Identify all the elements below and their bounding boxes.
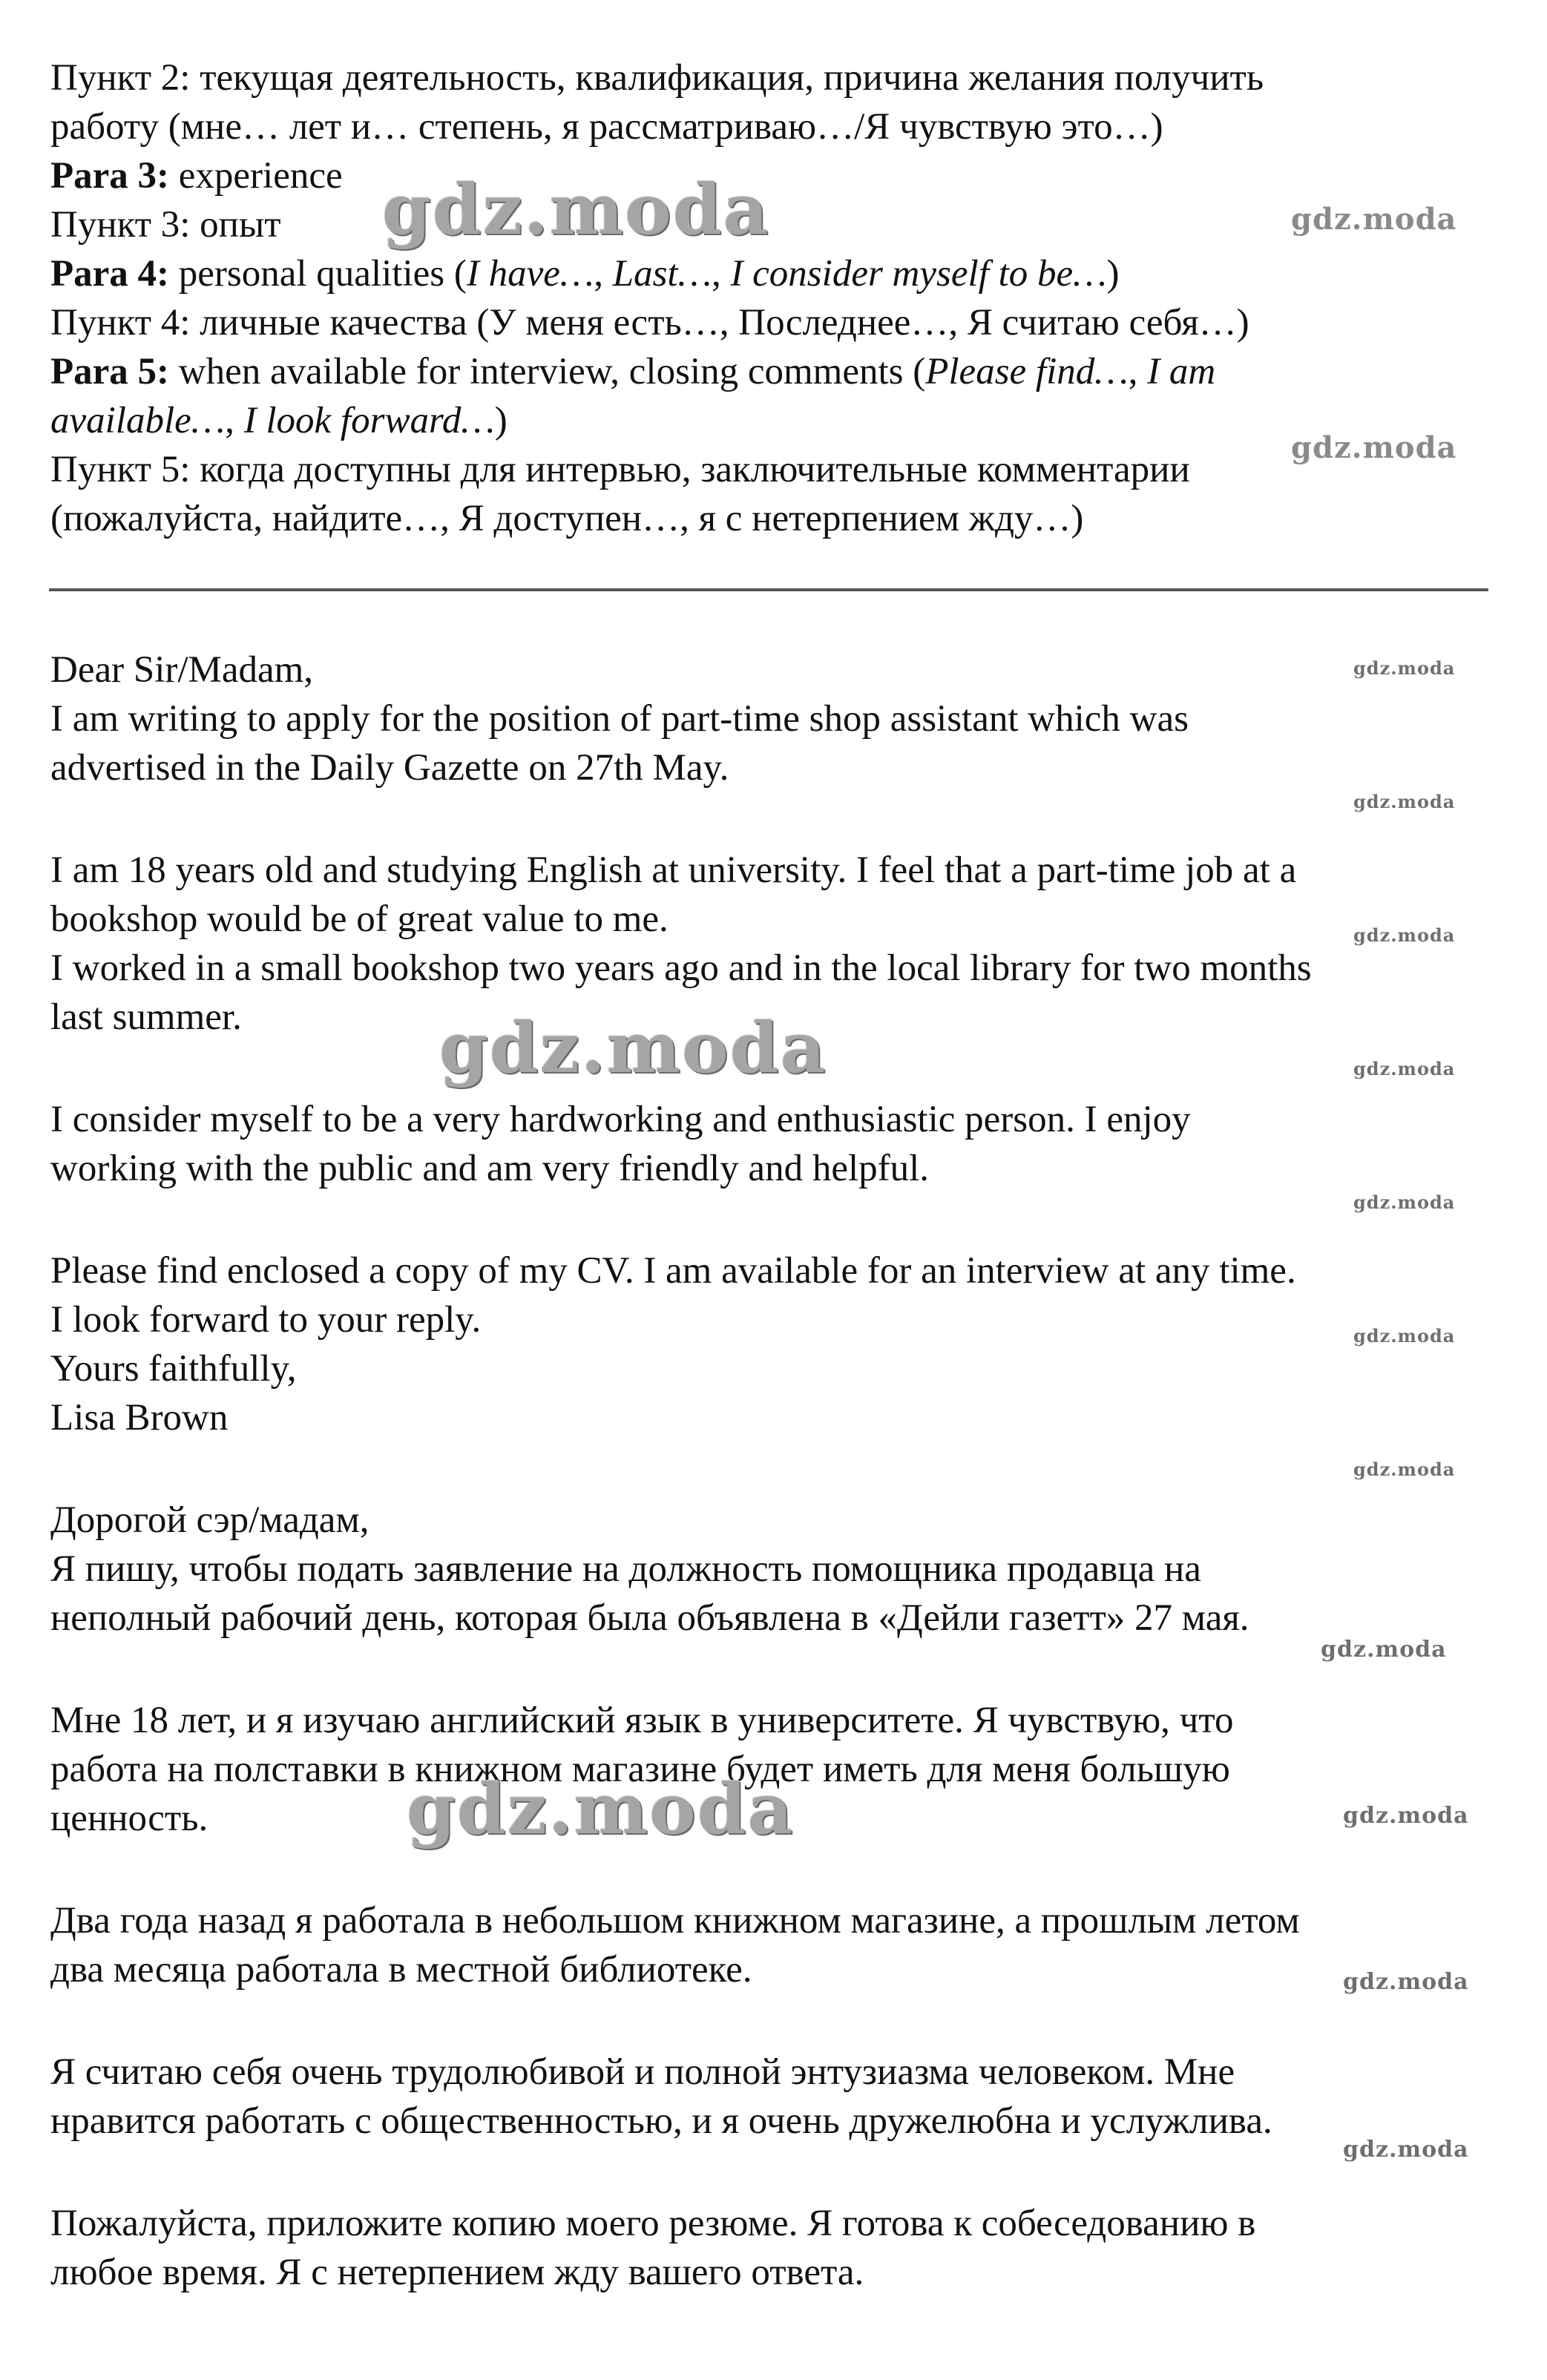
plan-line-punkt5: Пункт 5: когда доступны для интервью, заключительные комментарии bbox=[50, 449, 1190, 490]
para3-text: experience bbox=[169, 155, 343, 197]
watermark-small: gdz.moda bbox=[1353, 1459, 1456, 1480]
plan-line-para4 bbox=[50, 249, 1119, 298]
para5-sep-1: , bbox=[1128, 351, 1148, 392]
watermark-medium: gdz.moda bbox=[1291, 430, 1457, 465]
plan-line-para5-cont bbox=[50, 396, 508, 445]
letter-ru-p1-line2: неполный рабочий день, которая была объявлена в «Дейли газетт» 27 мая. bbox=[50, 1597, 1249, 1639]
letter-ru-p5-line2: любое время. Я с нетерпением жду вашего ответа. bbox=[50, 2252, 864, 2293]
letter-en-closing: Yours faithfully, bbox=[50, 1348, 297, 1390]
plan-line-punkt2: Пункт 2: текущая деятельность, квалификация, причина желания получить bbox=[50, 57, 1264, 99]
watermark-small: gdz.moda bbox=[1353, 657, 1456, 679]
para5-sep-2: , bbox=[225, 400, 244, 441]
para4-phrase-1: I have… bbox=[466, 253, 594, 295]
watermark-large: gdz.moda bbox=[407, 1769, 795, 1850]
letter-ru-p5-line1: Пожалуйста, приложите копию моего резюме. Я готова к собеседованию в bbox=[50, 2203, 1256, 2244]
watermark-medium: gdz.moda bbox=[1291, 202, 1457, 237]
para5-pre: when available for interview, closing comments ( bbox=[169, 351, 926, 392]
letter-ru-p2-line2: работа на полставки в книжном магазине будет иметь для меня большую bbox=[50, 1749, 1230, 1790]
para4-post: ) bbox=[1106, 253, 1120, 295]
section-divider bbox=[49, 588, 1488, 591]
letter-en-p5-line2: I look forward to your reply. bbox=[50, 1299, 482, 1341]
watermark-large: gdz.moda bbox=[382, 169, 770, 251]
letter-en-signature: Lisa Brown bbox=[50, 1397, 229, 1439]
plan-line-punkt5-cont: (пожалуйста, найдите…, Я доступен…, я с нетерпением жду…) bbox=[50, 498, 1084, 539]
para4-phrase-2: Last… bbox=[612, 253, 712, 295]
watermark-small: gdz.moda bbox=[1353, 1325, 1456, 1347]
letter-en-p2-line2: bookshop would be of great value to me. bbox=[50, 898, 669, 940]
watermark-small: gdz.moda bbox=[1353, 1058, 1456, 1079]
para4-label: Para 4: bbox=[50, 253, 170, 295]
para4-pre: personal qualities ( bbox=[169, 253, 467, 295]
letter-ru-p3-line2: два месяца работала в местной библиотеке. bbox=[50, 1949, 752, 1991]
plan-line-punkt3: Пункт 3: опыт bbox=[50, 204, 281, 246]
watermark-large: gdz.moda bbox=[439, 1007, 827, 1089]
para5-phrase-2: I am bbox=[1147, 351, 1216, 392]
para5-phrase-4: I look forward… bbox=[243, 400, 495, 441]
letter-en-p2-line1: I am 18 years old and studying English at university. I feel that a part-time job at a bbox=[50, 849, 1297, 891]
para5-phrase-1: Please find… bbox=[925, 351, 1129, 392]
letter-en-p4-line2: working with the public and am very friendly and helpful. bbox=[50, 1148, 930, 1189]
plan-line-para5 bbox=[50, 347, 1215, 396]
letter-ru-p4-line2: нравится работать с общественностью, и я очень дружелюбна и услужлива. bbox=[50, 2100, 1272, 2142]
letter-en-p4-line1: I consider myself to be a very hardworking and enthusiastic person. I enjoy bbox=[50, 1099, 1191, 1140]
watermark-small: gdz.moda bbox=[1343, 1969, 1469, 1995]
para5-label: Para 5: bbox=[50, 351, 170, 392]
letter-en-p3-line1: I worked in a small bookshop two years ago and in the local library for two months bbox=[50, 947, 1312, 989]
watermark-small: gdz.moda bbox=[1353, 924, 1456, 946]
watermark-small: gdz.moda bbox=[1353, 1191, 1456, 1213]
letter-ru-p4-line1: Я считаю себя очень трудолюбивой и полной энтузиазма человеком. Мне bbox=[50, 2051, 1235, 2093]
plan-line-para3 bbox=[50, 151, 343, 200]
letter-en-p1-line2: advertised in the Daily Gazette on 27th May. bbox=[50, 747, 729, 789]
para4-sep-1: , bbox=[594, 253, 613, 295]
letter-ru-p3-line1: Два года назад я работала в небольшом книжном магазине, а прошлым летом bbox=[50, 1900, 1300, 1942]
letter-ru-salutation: Дорогой сэр/мадам, bbox=[50, 1499, 369, 1541]
plan-line-punkt4: Пункт 4: личные качества (У меня есть…, Последнее…, Я считаю себя…) bbox=[50, 302, 1249, 343]
letter-en-p5-line1: Please find enclosed a copy of my CV. I am available for an interview at any time. bbox=[50, 1250, 1296, 1292]
letter-en-salutation: Dear Sir/Madam, bbox=[50, 649, 314, 691]
letter-ru-p1-line1: Я пишу, чтобы подать заявление на должность помощника продавца на bbox=[50, 1548, 1201, 1590]
watermark-small: gdz.moda bbox=[1353, 791, 1456, 812]
letter-ru-p2-line3: ценность. bbox=[50, 1798, 208, 1839]
watermark-small: gdz.moda bbox=[1343, 2137, 1469, 2163]
para3-label: Para 3: bbox=[50, 155, 170, 197]
letter-en-p3-line2: last summer. bbox=[50, 996, 242, 1038]
para4-sep-2: , bbox=[711, 253, 731, 295]
watermark-small: gdz.moda bbox=[1321, 1637, 1447, 1663]
para5-post: ) bbox=[494, 400, 508, 441]
plan-line-punkt2-cont: работу (мне… лет и… степень, я рассматриваю…/Я чувствую это…) bbox=[50, 106, 1163, 148]
letter-en-p1-line1: I am writing to apply for the position of part-time shop assistant which was bbox=[50, 698, 1189, 740]
letter-ru-p2-line1: Мне 18 лет, и я изучаю английский язык в университете. Я чувствую, что bbox=[50, 1700, 1234, 1741]
para4-phrase-3: I consider myself to be… bbox=[730, 253, 1107, 295]
para5-phrase-3: available… bbox=[50, 400, 226, 441]
watermark-small: gdz.moda bbox=[1343, 1803, 1469, 1829]
